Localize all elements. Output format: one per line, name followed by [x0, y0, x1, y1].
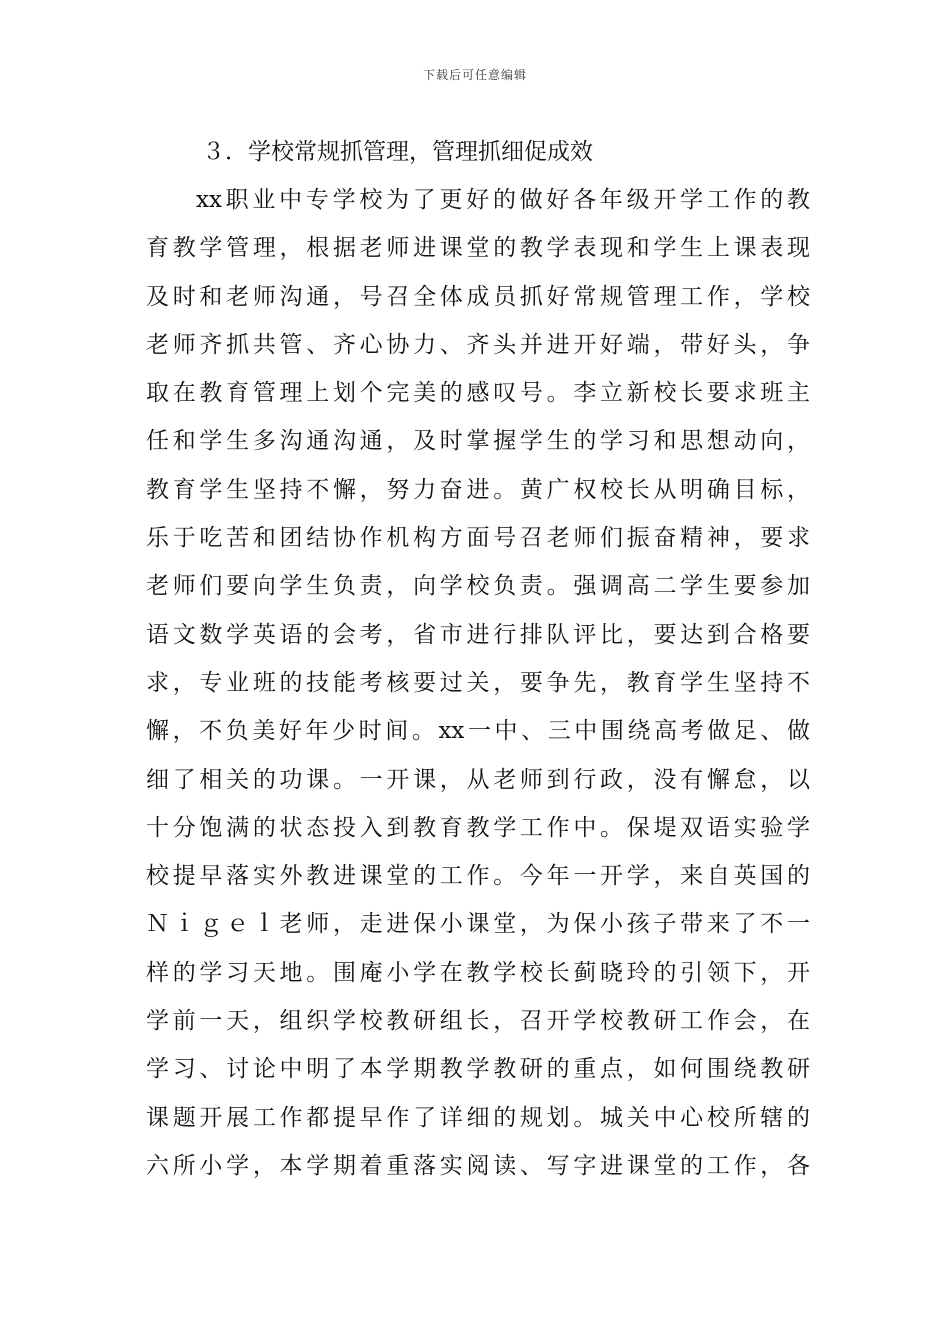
page-header-note: 下载后可任意编辑 — [422, 68, 527, 82]
paragraph-line: 教育学生坚持不懈，努力奋进。黄广权校长从明确目标， — [146, 476, 810, 503]
paragraph-line: 样的学习天地。围庵小学在教学校长蓟晓玲的引领下，开 — [146, 959, 810, 986]
paragraph-line: xx职业中专学校为了更好的做好各年级开学工作的教 — [196, 187, 810, 213]
paragraph-line: 取在教育管理上划个完美的感叹号。李立新校长要求班主 — [146, 380, 810, 407]
body-paragraph — [146, 176, 810, 1190]
paragraph-line: 学前一天，组织学校教研组长，召开学校教研工作会，在 — [146, 1008, 810, 1035]
paragraph-line: 六所小学，本学期着重落实阅读、写字进课堂的工作，各 — [146, 1152, 810, 1179]
paragraph-line: 老师们要向学生负责，向学校负责。强调高二学生要参加 — [146, 573, 810, 600]
document-body — [146, 128, 810, 1190]
paragraph-line: 及时和老师沟通，号召全体成员抓好常规管理工作，学校 — [146, 283, 810, 310]
paragraph-line: 乐于吃苦和团结协作机构方面号召老师们振奋精神，要求 — [146, 525, 810, 552]
paragraph-line: 课题开展工作都提早作了详细的规划。城关中心校所辖的 — [146, 1104, 810, 1131]
paragraph-line: 老师齐抓共管、齐心协力、齐头并进开好端，带好头，争 — [146, 331, 810, 358]
paragraph-line: 细了相关的功课。一开课，从老师到行政，没有懈怠，以 — [146, 766, 810, 793]
paragraph-line: 懈，不负美好年少时间。xx一中、三中围绕高考做足、做 — [146, 718, 810, 745]
paragraph-line: 校提早落实外教进课堂的工作。今年一开学，来自英国的 — [146, 863, 810, 890]
paragraph-line: Ｎｉｇｅｌ老师，走进保小课堂，为保小孩子带来了不一 — [146, 911, 810, 938]
paragraph-line: 学习、讨论中明了本学期教学教研的重点，如何围绕教研 — [146, 1056, 810, 1083]
paragraph-line: 语文数学英语的会考，省市进行排队评比，要达到合格要 — [146, 621, 810, 648]
section-heading: ３．学校常规抓管理，管理抓细促成效 — [202, 139, 593, 165]
paragraph-line: 十分饱满的状态投入到教育教学工作中。保堤双语实验学 — [146, 814, 810, 841]
paragraph-line: 任和学生多沟通沟通，及时掌握学生的学习和思想动向， — [146, 428, 810, 455]
paragraph-line: 求，专业班的技能考核要过关，要争先，教育学生坚持不 — [146, 669, 810, 696]
paragraph-line: 育教学管理，根据老师进课堂的教学表现和学生上课表现 — [146, 235, 810, 262]
